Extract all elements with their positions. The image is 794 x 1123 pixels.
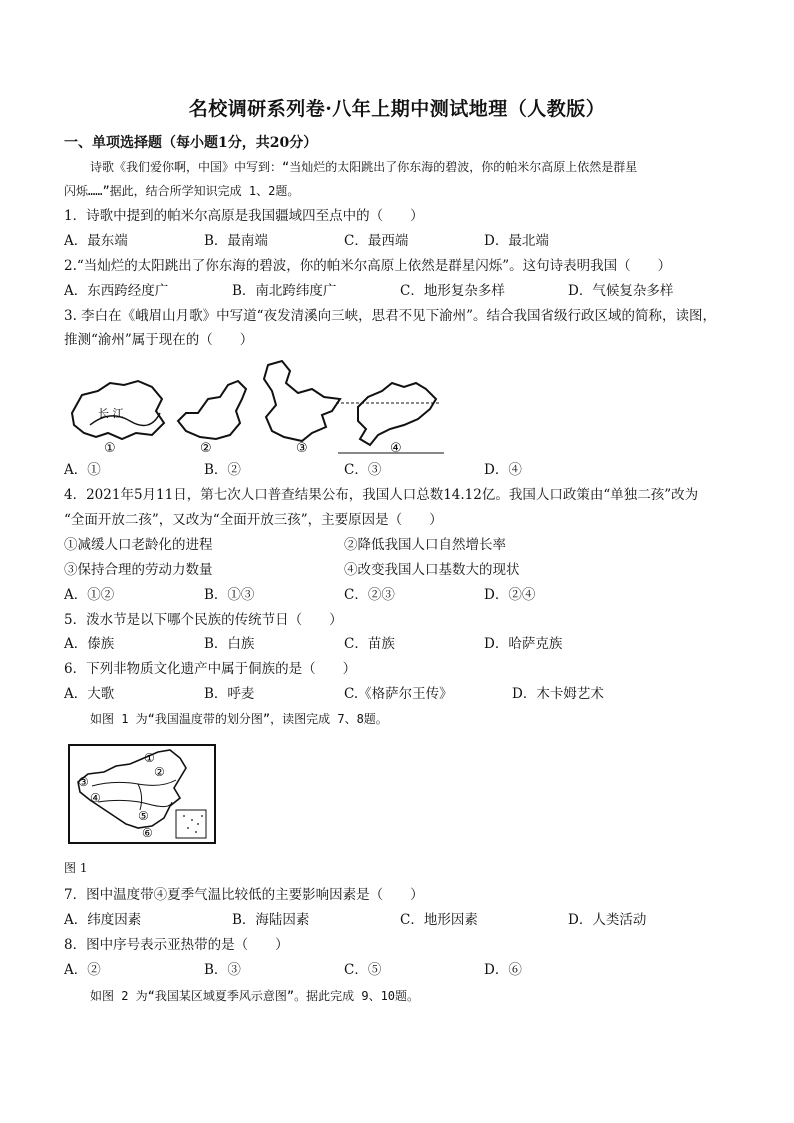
- question-4-stem-line2: “全面开放二孩”，又改为“全面开放三孩”，主要原因是（ ）: [64, 512, 443, 528]
- question-4-stem-line1: 4．2021年5月11日，第七次人口普查结果公布，我国人口总数14.12亿。我国人口政策由“单独二孩”改为: [64, 487, 699, 503]
- q5-option-d[interactable]: D．哈萨克族: [484, 636, 563, 652]
- question-1-stem: 1．诗歌中提到的帕米尔高原是我国疆域四至点中的（ ）: [64, 208, 424, 224]
- q3-option-b[interactable]: B．②: [204, 462, 241, 478]
- question-3-stem-line2: 推测“渝州”属于现在的（ ）: [64, 332, 254, 348]
- yangtze-label: 长 江: [98, 407, 124, 420]
- map-3-label: ③: [296, 441, 308, 455]
- question-7-stem: 7．图中温度带④夏季气温比较低的主要影响因素是（ ）: [64, 887, 424, 903]
- question-3-stem-line1: 3. 李白在《峨眉山月歌》中写道“夜发清溪向三峡，思君不见下渝州”。结合我国省级行政区域的简称，读图，: [64, 308, 716, 324]
- q8-option-d[interactable]: D．⑥: [484, 962, 522, 978]
- figure-1-intro: 如图 1 为“我国温度带的划分图”，读图完成 7、8题。: [90, 712, 388, 726]
- q6-option-d[interactable]: D．木卡姆艺术: [512, 686, 604, 702]
- q5-option-c[interactable]: C．苗族: [344, 636, 395, 652]
- q3-option-a[interactable]: A．①: [64, 462, 101, 478]
- q8-option-b[interactable]: B．③: [204, 962, 241, 978]
- q5-option-a[interactable]: A．傣族: [64, 636, 115, 652]
- zone-5-label: ⑤: [138, 809, 149, 823]
- question-2-stem: 2.“当灿烂的太阳跳出了你东海的碧波，你的帕米尔高原上依然是群星闪烁”。这句诗表明我国（ ）: [64, 258, 672, 274]
- q7-option-a[interactable]: A．纬度因素: [64, 912, 142, 928]
- section-heading: 一、单项选择题（每小题1分，共20分）: [64, 135, 318, 151]
- zone-6-label: ⑥: [142, 826, 153, 840]
- poem-intro-line1: 诗歌《我们爱你啊，中国》中写到：“当灿烂的太阳跳出了你东海的碧波，你的帕米尔高原上依然是群星: [90, 160, 638, 174]
- q4-option-c[interactable]: C．②③: [344, 587, 395, 603]
- q2-option-a[interactable]: A．东西跨经度广: [64, 283, 169, 299]
- q2-option-b[interactable]: B．南北跨纬度广: [232, 283, 337, 299]
- temperature-zone-map: [68, 744, 216, 844]
- map-1-label: ①: [104, 441, 116, 455]
- zone-1-label: ①: [144, 751, 155, 765]
- q2-option-d[interactable]: D．气候复杂多样: [568, 283, 674, 299]
- q3-option-d[interactable]: D．④: [484, 462, 522, 478]
- q6-option-a[interactable]: A．大歌: [64, 686, 115, 702]
- question-5-stem: 5．泼水节是以下哪个民族的传统节日（ ）: [64, 612, 343, 628]
- map-2-label: ②: [200, 441, 212, 455]
- figure-2-intro: 如图 2 为“我国某区域夏季风示意图”。据此完成 9、10题。: [90, 989, 420, 1003]
- q4-option-b[interactable]: B．①③: [204, 587, 255, 603]
- q1-option-b[interactable]: B．最南端: [204, 233, 268, 249]
- figure-1-caption: 图 1: [64, 861, 88, 875]
- q7-option-c[interactable]: C．地形因素: [400, 912, 478, 928]
- q4-statement-3: ③保持合理的劳动力数量: [64, 562, 213, 578]
- q2-option-c[interactable]: C．地形复杂多样: [400, 283, 505, 299]
- province-outlines-figure: [60, 355, 450, 455]
- q4-statement-1: ①减缓人口老龄化的进程: [64, 537, 213, 553]
- q7-option-d[interactable]: D．人类活动: [568, 912, 647, 928]
- q7-option-b[interactable]: B．海陆因素: [232, 912, 310, 928]
- q6-option-b[interactable]: B．呼麦: [204, 686, 255, 702]
- zone-3-label: ③: [78, 775, 89, 789]
- q1-option-d[interactable]: D．最北端: [484, 233, 549, 249]
- poem-intro-line2: 闪烁……”据此，结合所学知识完成 1、2题。: [64, 184, 300, 198]
- q5-option-b[interactable]: B．白族: [204, 636, 255, 652]
- page-title: 名校调研系列卷·八年上期中测试地理（人教版）: [188, 98, 606, 120]
- q4-statement-4: ④改变我国人口基数大的现状: [344, 562, 520, 578]
- q4-statement-2: ②降低我国人口自然增长率: [344, 537, 506, 553]
- q4-option-d[interactable]: D．②④: [484, 587, 536, 603]
- q6-option-c[interactable]: C.《格萨尔王传》: [344, 686, 453, 702]
- q4-option-a[interactable]: A．①②: [64, 587, 115, 603]
- question-6-stem: 6．下列非物质文化遗产中属于侗族的是（ ）: [64, 661, 357, 677]
- q8-option-c[interactable]: C．⑤: [344, 962, 382, 978]
- q1-option-a[interactable]: A．最东端: [64, 233, 128, 249]
- map-4-label: ④: [390, 441, 402, 455]
- q1-option-c[interactable]: C．最西端: [344, 233, 409, 249]
- q3-option-c[interactable]: C．③: [344, 462, 382, 478]
- question-8-stem: 8．图中序号表示亚热带的是（ ）: [64, 937, 289, 953]
- zone-4-label: ④: [90, 791, 101, 805]
- q8-option-a[interactable]: A．②: [64, 962, 101, 978]
- zone-2-label: ②: [154, 765, 165, 779]
